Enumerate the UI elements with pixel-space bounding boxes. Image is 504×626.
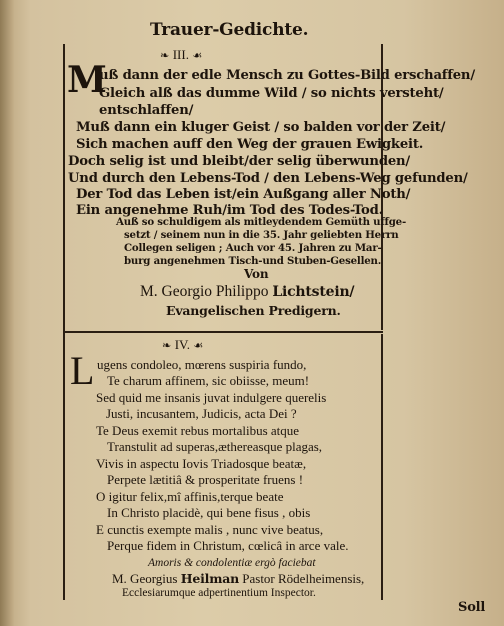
ornament-left-icon: ❧ xyxy=(160,49,170,62)
poem4-note: Amoris & condolentiæ ergò faciebat xyxy=(148,557,316,569)
poem3-dedication-1: Auß so schuldigem als mitleydendem Gemüth uffge- xyxy=(116,216,406,228)
frame-right-rule-bottom xyxy=(381,334,383,600)
poem4-author-role2: Ecclesiarumque adpertinentium Inspector. xyxy=(122,587,316,599)
ornament-left-icon: ❧ xyxy=(162,339,172,352)
poem4-author-name: Heilman xyxy=(180,571,240,586)
poem3-dedication-4: burg angenehmen Tisch-und Stuben-Gesellen. xyxy=(124,255,382,267)
poem3-line-7: Und durch den Lebens-Tod / den Lebens-Weg gefunden/ xyxy=(68,171,468,186)
poem4-line-2: Te charum affinem, sic obiisse, meum! xyxy=(107,373,310,388)
poem3-author-latin: M. Georgio Philippo xyxy=(140,283,269,300)
poem3-line-3: entschlaffen/ xyxy=(99,103,194,118)
poem4-line-4: Justi, incusantem, Judicis, acta Dei ? xyxy=(106,406,297,421)
poem4-line-10: In Christo placidè, qui bene fisus , obis xyxy=(107,505,311,520)
poem3-author xyxy=(140,283,354,301)
poem3-line-4: Muß dann ein kluger Geist / so balden vor der Zeit/ xyxy=(76,120,446,135)
poem4-heading xyxy=(162,337,203,353)
catchword: Soll xyxy=(458,600,486,615)
poem3-von: Von xyxy=(244,267,269,281)
poem3-line-6: Doch selig ist und bleibt/der selig überwunden/ xyxy=(68,154,411,169)
page-gutter xyxy=(0,0,14,626)
poem4-line-12: Perque fidem in Christum, cœlicâ in arce vale. xyxy=(107,538,349,553)
poem4-line-6: Transtulit ad superas,æthereasque plagas, xyxy=(107,439,323,454)
poem4-drop-cap: L xyxy=(70,348,95,393)
poem3-line-5: Sich machen auff den Weg der grauen Ewigkeit. xyxy=(76,137,424,152)
frame-left-rule xyxy=(63,44,65,600)
poem3-heading xyxy=(160,47,202,63)
poem3-line-8: Der Tod das Leben ist/ein Außgang aller Noth/ xyxy=(76,187,411,202)
poem4-line-5: Te Deus exemit rebus mortalibus atque xyxy=(96,423,300,438)
poem3-line-1: uß dann der edle Mensch zu Gottes-Bild erschaffen/ xyxy=(99,68,475,83)
poem4-line-3: Sed quid me insanis juvat indulgere querelis xyxy=(96,390,327,405)
section-divider-rule xyxy=(63,331,383,333)
ornament-right-icon: ☙ xyxy=(193,339,204,352)
ornament-right-icon: ☙ xyxy=(192,49,203,62)
poem3-number: III. xyxy=(172,47,189,62)
poem4-line-9: O igitur felix,mî affinis,terque beate xyxy=(96,489,284,504)
poem3-drop-cap: M xyxy=(67,59,107,101)
poem3-author-name: Lichtstein/ xyxy=(272,284,355,300)
poem4-line-8: Perpete lætitiâ & prosperitate fruens ! xyxy=(107,472,304,487)
poem4-number: IV. xyxy=(174,337,191,352)
poem4-author xyxy=(112,571,364,587)
poem4-line-11: E cunctis exempte malis , nunc vive beatus, xyxy=(96,522,324,537)
poem3-author-title: Evangelischen Predigern. xyxy=(166,303,341,318)
poem4-author-role: Pastor Rödelheimensis, xyxy=(242,571,365,586)
running-title: Trauer-Gedichte. xyxy=(150,20,309,40)
poem3-dedication-2: setzt / seinem nun in die 35. Jahr geliebten Herrn xyxy=(124,229,399,241)
poem4-line-1: ugens condoleo, mœrens suspiria fundo, xyxy=(97,357,307,372)
poem4-line-7: Vivis in aspectu Iovis Triadosque beatæ, xyxy=(96,456,307,471)
poem3-dedication-3: Collegen seligen ; Auch vor 45. Jahren zu Mar- xyxy=(124,242,382,254)
poem3-line-2: Gleich alß das dumme Wild / so nichts versteht/ xyxy=(99,86,444,101)
poem3-line-9: Ein angenehme Ruh/im Tod des Todes-Tod. xyxy=(76,203,384,218)
poem4-author-prefix: M. Georgius xyxy=(112,571,178,586)
